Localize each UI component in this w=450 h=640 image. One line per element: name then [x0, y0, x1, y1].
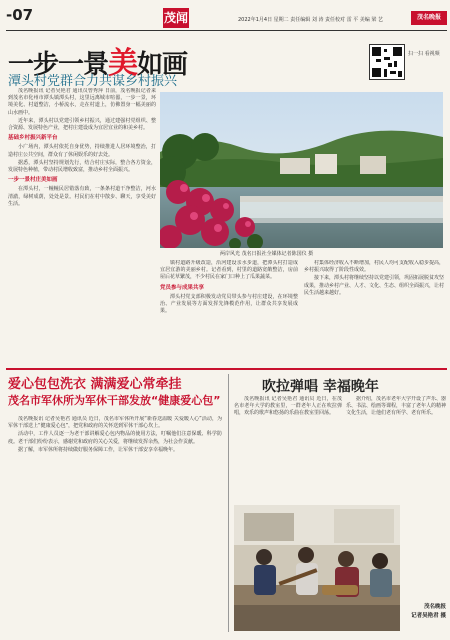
page-number: -07 — [6, 6, 34, 24]
paragraph: 茂名晚报讯 记者吴艳君 通讯员 近日，茂名市军休所开展“新春送温暖 关爱暖人心”活动，为军休干部送上“健康爱心包”，把党和政府的关怀送到军休干部心坎上。 — [8, 416, 222, 430]
credit-line: 茂名晚报 — [423, 604, 446, 610]
paragraph: 近年来，潭头村以党建引领乡村振兴，通过建强村党组织、整合资源、发展特色产业，把村庄建设成为宜居宜业的和美乡村。 — [8, 117, 156, 132]
column-divider — [228, 374, 229, 632]
qr-code[interactable] — [369, 44, 405, 80]
article-column-3 — [304, 260, 444, 364]
paragraph: 茂名晚报讯 记者吴艳君 通讯员 近日，在茂名市老年大学的教室里，一群老年人正在吹拉弹唱，欢乐的歌声和悠扬的乐曲在教室里回荡。 — [234, 396, 342, 417]
story-title: 吹拉弹唱 幸福晚年 — [262, 379, 379, 395]
article-column-2 — [160, 260, 298, 364]
photo-caption: 两岸风光 茂名日报社全媒体记者陈国仪 摄 — [220, 251, 314, 257]
section-subhead: 党员参与成果共享 — [160, 284, 205, 291]
header-rule — [6, 30, 447, 31]
qr-caption: 扫一扫 看视频 — [408, 51, 440, 57]
headline-part-1: 一步一景 — [8, 50, 109, 80]
paragraph: 据悉，潭头村坚持规划先行，结合村庄实际，整合各方资金，发展特色种植，带动村民增收致富，推动乡村全面振兴。 — [8, 159, 156, 174]
paragraph: 镇村道路升级改造，沿河建设亲水步道，把潭头村打造成宜居宜游的美丽乡村。记者看到，村里的道路宽敞整洁，房前屋后花草繁茂，不少村民在家门口种上了瓜果蔬菜。 — [160, 260, 298, 281]
section-subhead: 基础乡村振兴新平台 — [8, 135, 58, 142]
headline-highlight: 美 — [108, 46, 138, 81]
subheadline: 潭头村党群合力共谋乡村振兴 — [8, 74, 178, 89]
brand-logo: 茂名晚报 — [411, 11, 447, 25]
headline-part-2: 如画 — [137, 50, 188, 80]
article-body — [8, 416, 222, 632]
photo-credit — [402, 603, 446, 621]
paragraph: 潭头村党支部积极发动党员带头参与村庄建设，在环境整治、产业发展等方面发挥先锋模范作用，让群众共享发展成果。 — [160, 293, 298, 315]
paragraph: 小广场内，潭头村依托自身优势，持续推进人居环境整治，打造村庄公共空间，群众有了休闲娱乐的好去处。 — [8, 144, 156, 158]
story-title: 爱心包包洗衣 满满爱心常牵挂 — [8, 377, 182, 392]
paragraph: 据介绍，茂名市老年大学开设了声乐、器乐、书法、绘画等课程，丰富了老年人的精神文化生活，让他们老有所学、老有所乐。 — [346, 396, 446, 417]
story-subtitle: 茂名市军休所为军休干部发放“健康爱心包” — [8, 394, 221, 407]
village-photo — [160, 92, 443, 248]
article-body — [234, 396, 342, 502]
senior-musicians-photo — [234, 505, 400, 631]
section-subhead: 一步一景村庄美如画 — [8, 177, 58, 184]
paragraph: 活动中，工作人员逐一为老干部讲解爱心包内物品的使用方法，叮嘱他们注意保暖、科学防疫。老干部们纷纷表示，感谢党和政府的关心关爱，将继续发挥余热，为社会作贡献。 — [8, 431, 222, 445]
paragraph: 在潭头村，一幢幢民居错落有致，一条条村道干净整洁，河水清澈，绿树成荫，处处是景。村民们在村中散步、聊天，享受美好生活。 — [8, 186, 156, 207]
credit-line: 记者吴艳君 摄 — [411, 613, 446, 619]
paragraph: 村集体经济收入不断增加，村民人均可支配收入稳步提高，乡村振兴取得了阶段性成效。 — [304, 260, 444, 274]
paragraph: 茂名晚报讯 记者吴艳君 通讯员曾秀萍 日前，茂名晚报记者来到茂名市化州市潭头镇潭头村，这里远离城市喧嚣，一步一景，环境美化、村道整洁，小桥流水，走在村道上，仿佛置身一幅美丽的山水画中。 — [8, 88, 156, 116]
paragraph: 据了解，市军休所将持续做好服务保障工作，让军休干部安享幸福晚年。 — [18, 446, 179, 453]
dateline: 2022年1月4日 星期二 责任编辑 刘 涛 责任校对 雷 平 美编 梁 艺 — [238, 17, 383, 23]
section-label: 茂闻 — [163, 8, 189, 28]
article-column-1 — [8, 88, 156, 364]
section-divider — [6, 368, 447, 370]
paragraph: 接下来，潭头村将继续坚持以党建引领，巩固拓展脱贫攻坚成果，推动乡村产业、人才、文化、生态、组织全面振兴，让村民生活越来越好。 — [304, 275, 444, 296]
